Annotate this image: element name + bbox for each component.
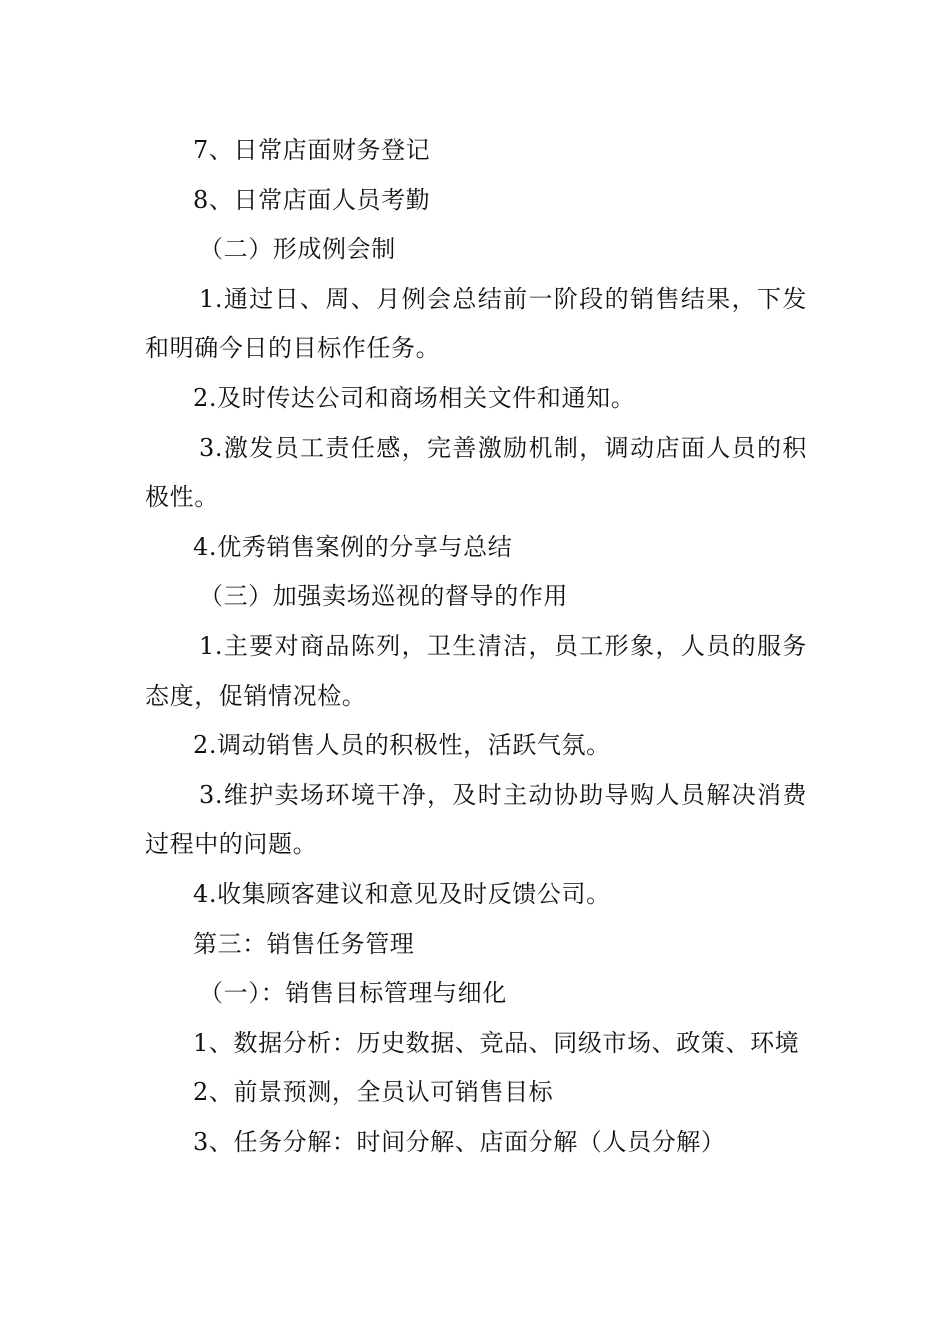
section-heading: 第三：销售任务管理 [193,929,415,958]
list-item: 1.主要对商品陈列，卫生清洁，员工形象，人员的服务态度，促销情况检。 [145,631,807,710]
list-item: 3.维护卖场环境干净，及时主动协助导购人员解决消费过程中的问题。 [145,780,807,859]
list-item: 2.调动销售人员的积极性，活跃气氛。 [193,731,611,760]
document-body [145,126,807,1167]
list-item: 7、日常店面财务登记 [193,136,431,164]
list-item: 4.优秀销售案例的分享与总结 [193,532,513,561]
list-item: 2、前景预测，全员认可销售目标 [193,1078,554,1107]
list-item: 1.通过日、周、月例会总结前一阶段的销售结果，下发和明确今日的目标作任务。 [145,284,807,363]
section-subheading: （三）加强卖场巡视的督导的作用 [199,582,568,611]
list-item: 3.激发员工责任感，完善激励机制，调动店面人员的积极性。 [145,433,807,512]
list-item: 8、日常店面人员考勤 [193,185,431,214]
list-item: 1、数据分析：历史数据、竞品、同级市场、政策、环境 [193,1028,800,1057]
list-item: 3、任务分解：时间分解、店面分解（人员分解） [193,1127,726,1156]
section-subheading: （一）：销售目标管理与细化 [199,979,507,1008]
list-item: 4.收集顾客建议和意见及时反馈公司。 [193,879,611,908]
section-subheading: （二）形成例会制 [199,235,396,264]
list-item: 2.及时传达公司和商场相关文件和通知。 [193,383,636,412]
